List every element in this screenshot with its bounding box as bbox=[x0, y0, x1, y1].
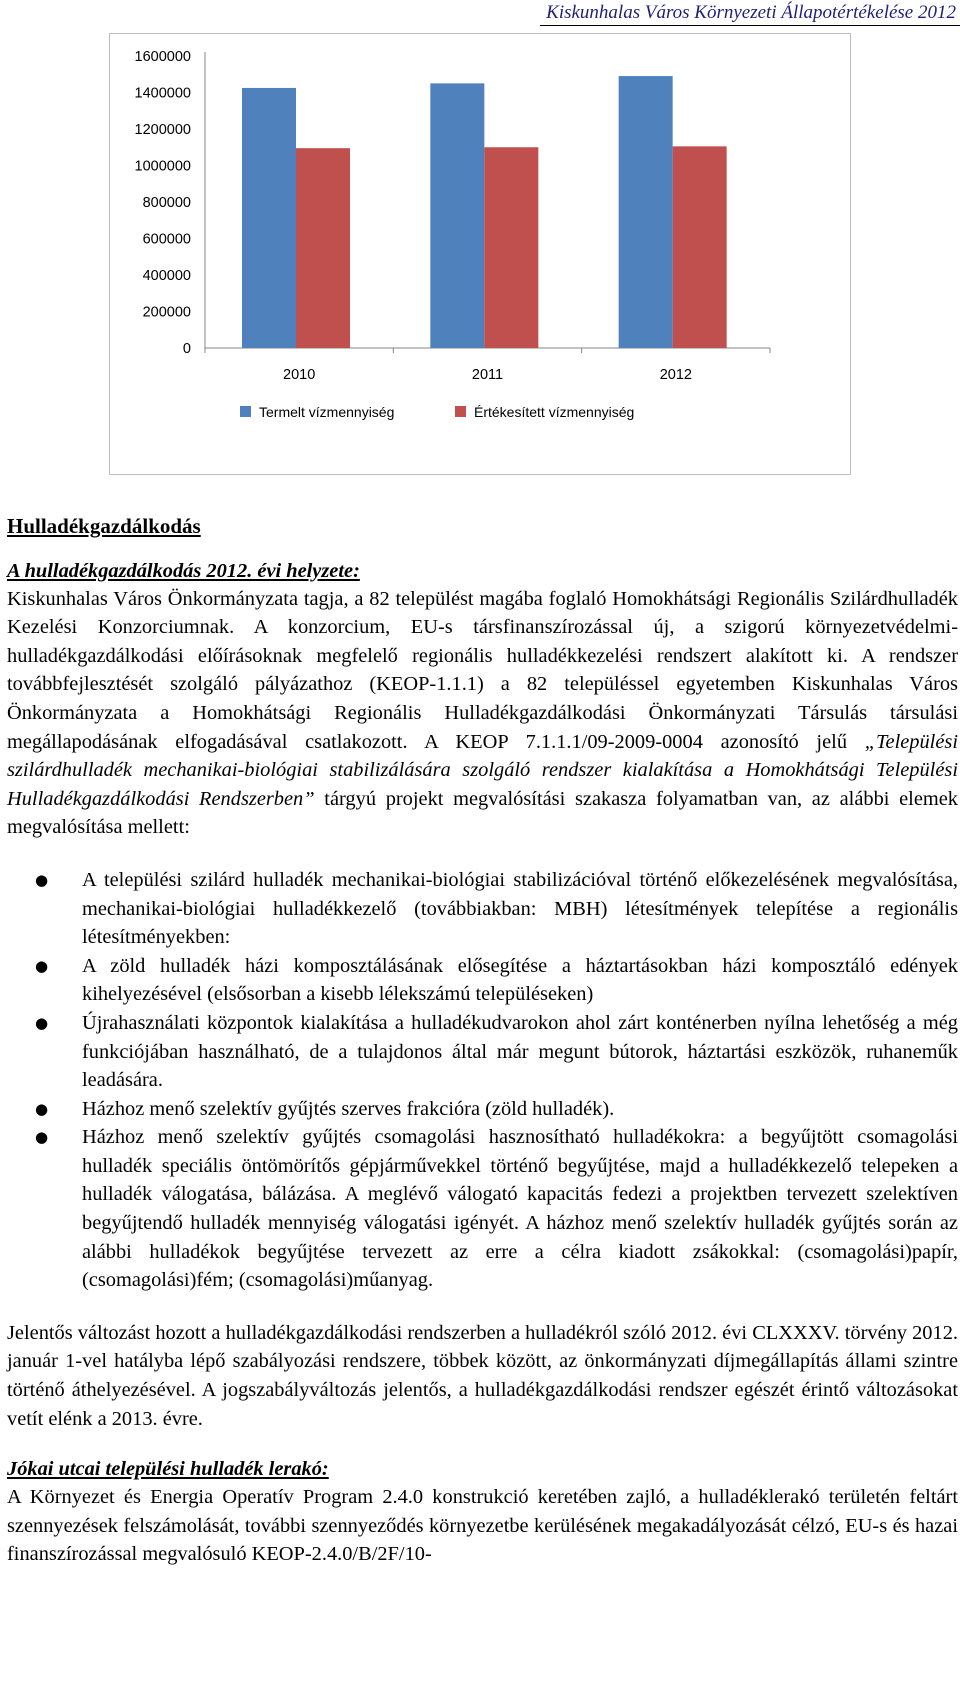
bullet-icon: ● bbox=[35, 870, 49, 889]
list-item-text: Házhoz menő szelektív gyűjtés csomagolási hasznosítható hulladékokra: a begyűjtött csomagolási hulladék speciális öntömörítős gépjárművekkel történő begyűjtése, majd a hulladékkezelő telepeken a hulladék válogatása, bálázása. A meglévő válogató kapacitás fedezi a projektben tervezett szelektíven begyűjtendő hulladék mennyiség válogatási igényét. A házhoz menő szelektív hulladék gyűjtés során az alábbi hulladékok begyűjtése tervezett az erre a célra kiadott zsákokkal: (csomagolási)papír,(csomagolási)fém; (csomagolási)műanyag. bbox=[82, 1126, 958, 1292]
bar-sold-2011 bbox=[484, 147, 538, 348]
project-elements-list bbox=[7, 866, 958, 1295]
x-tick-label: 2011 bbox=[471, 367, 504, 383]
paragraph-keop: A Környezet és Energia Operatív Program 2.4.0 konstrukció keretében zajló, a hulladéklerakó területén feltárt szennyezések felszámolását, további szennyeződés környezetbe kerülésének megakadályozását célzó, EU-s és hazai finanszírozással megvalósuló KEOP-2.4.0/B/2F/10- bbox=[7, 1486, 958, 1566]
x-tick-label: 2010 bbox=[283, 367, 316, 383]
list-item bbox=[7, 1009, 958, 1095]
bullet-icon: ● bbox=[35, 956, 49, 975]
list-item bbox=[7, 1095, 958, 1124]
y-tick-label: 400000 bbox=[142, 268, 191, 284]
project-title: „Települési szilárdhulladék mechanikai-biológiai stabilizálására szolgáló rendszer kialakítása a Homokhátsági Települési Hulladékgazdálkodási Rendszerben” bbox=[7, 730, 958, 810]
list-item bbox=[7, 866, 958, 952]
section-heading: Hulladékgazdálkodás bbox=[7, 514, 201, 538]
y-tick-label: 200000 bbox=[142, 304, 191, 321]
bullet-icon: ● bbox=[35, 1099, 49, 1118]
y-tick-label: 1000000 bbox=[134, 158, 191, 175]
chart-canvas bbox=[110, 34, 850, 474]
main-content bbox=[7, 512, 958, 1569]
paragraph-law-change: Jelentős változást hozott a hulladékgazdálkodási rendszerben a hulladékról szóló 2012. évi CLXXXV. törvény 2012. január 1-vel hatályba lépő szabályozási rendszere, többek között, az önkormányzati díjmegállapítás állami szintre történő áthelyezésével. A jogszabályváltozás jelentős, a hulladékgazdálkodási rendszer egészét érintő változásokat vetít elénk a 2013. évre. bbox=[7, 1321, 958, 1430]
subheading-jokai-landfill: Jókai utcai települési hulladék lerakó: bbox=[7, 1458, 329, 1481]
legend-swatch-produced bbox=[240, 406, 251, 417]
y-tick-label: 800000 bbox=[142, 195, 191, 211]
list-item bbox=[7, 1123, 958, 1295]
y-tick-label: 1200000 bbox=[134, 122, 191, 138]
bar-produced-2012 bbox=[619, 76, 673, 348]
subheading-waste-2012: A hulladékgazdálkodás 2012. évi helyzete: bbox=[7, 559, 360, 582]
y-tick-label: 0 bbox=[182, 341, 191, 357]
y-tick-label: 600000 bbox=[142, 231, 191, 248]
bullet-icon: ● bbox=[35, 1128, 49, 1147]
bar-sold-2010 bbox=[296, 148, 350, 348]
legend-swatch-sold bbox=[455, 406, 466, 417]
bar-produced-2010 bbox=[242, 88, 296, 348]
list-item-text: A települési szilárd hulladék mechanikai-biológiai stabilizációval történő előkezelésének megvalósítása, mechanikai-biológiai hulladékkezelő (továbbiakban: MBH) létesítmények telepítése a regionális létesítményekben: bbox=[82, 868, 958, 949]
legend-label-sold: Értékesített vízmennyiség bbox=[474, 404, 635, 420]
x-tick-label: 2012 bbox=[659, 367, 692, 383]
paragraph-consortium bbox=[7, 585, 958, 842]
bar-sold-2012 bbox=[673, 146, 727, 348]
legend-label-produced: Termelt vízmennyiség bbox=[259, 404, 395, 420]
paragraph-consortium-part2: tárgyú projekt megvalósítási szakasza folyamatban van, az alábbi elemek megvalósítása mellett: bbox=[7, 787, 958, 839]
y-tick-label: 1400000 bbox=[134, 85, 191, 102]
paragraph-consortium-part1: Kiskunhalas Város Önkormányzata tagja, a 82 települést magába foglaló Homokhátsági Regionális Szilárdhulladék Kezelési Konzorciumnak. A konzorcium, EU-s társfinanszírozással új, a szigorú környezetvédelmi-hulladékgazdálkodási előírásoknak megfelelő regionális hulladékkezelési rendszert alakított ki. A rendszer továbbfejlesztését szolgáló pályázathoz (KEOP-1.1.1) a 82 településsel egyetemben Kiskunhalas Város Önkormányzata a Homokhátsági Regionális Hulladékgazdálkodási Önkormányzati Társulás társulási megállapodásának elfogadásával csatlakozott. A KEOP 7.1.1.1/09-2009-0004 azonosító jelű bbox=[7, 587, 958, 753]
list-item bbox=[7, 952, 958, 1009]
y-tick-label: 1600000 bbox=[134, 49, 191, 65]
water-chart bbox=[109, 33, 851, 475]
list-item-text: A zöld hulladék házi komposztálásának elősegítése a háztartásokban házi komposztáló edények kihelyezésével (elsősorban a kisebb lélekszámú településeken) bbox=[82, 954, 958, 1006]
bar-produced-2011 bbox=[430, 83, 484, 348]
bullet-icon: ● bbox=[35, 1013, 49, 1032]
list-item-text: Újrahasználati központok kialakítása a hulladékudvarokon ahol zárt konténerben nyílna lehetőség a még funkciójában használható, de a tulajdonos által már megunt bútorok, háztartási eszközök, ruhaneműk leadására. bbox=[82, 1011, 958, 1092]
page-header: Kiskunhalas Város Környezeti Állapotértékelése 2012 bbox=[540, 2, 960, 26]
list-item-text: Házhoz menő szelektív gyűjtés szerves frakcióra (zöld hulladék). bbox=[82, 1097, 615, 1120]
